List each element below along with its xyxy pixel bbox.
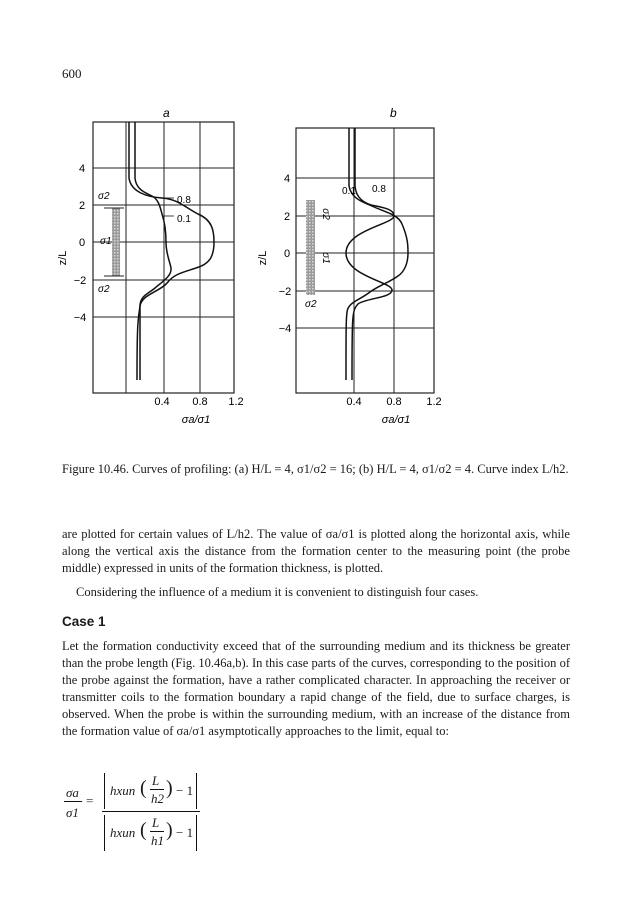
- eq-num-abs-left: [104, 773, 105, 809]
- panel-a-ytick-2: 2: [78, 200, 86, 212]
- panel-a-curve-label-01: 0.1: [177, 214, 191, 225]
- panel-b-xtick-04: 0.4: [346, 396, 362, 408]
- panel-a-ylabel: z/L: [57, 250, 69, 266]
- panel-a-xtick-08: 0.8: [192, 396, 208, 408]
- panel-b: [257, 106, 442, 426]
- eq-den-abs-left: [104, 815, 105, 851]
- panel-a-ytick-0: 0: [78, 237, 86, 249]
- eq-den-abs-right: [196, 815, 197, 851]
- eq-den-paren-left: (: [140, 819, 147, 841]
- eq-num-paren-right: ): [166, 777, 173, 799]
- figure-caption: Figure 10.46. Curves of profiling: (a) H/L = 4, σ1/σ2 = 16; (b) H/L = 4, σ1/σ2 = 4. Curve index L/h2.: [62, 462, 569, 476]
- panel-b-xlabel: σa/σ1: [381, 414, 411, 426]
- panel-a-ytick-4: 4: [78, 163, 86, 175]
- panel-b-curve-08: [346, 128, 394, 380]
- panel-b-ytick-2: 2: [283, 211, 291, 223]
- panel-b-ytick-m2: −2: [278, 286, 292, 298]
- panel-b-frame: [296, 128, 434, 393]
- page-number: 600: [62, 66, 82, 81]
- eq-num-paren-left: (: [140, 777, 147, 799]
- panel-b-label: b: [390, 106, 397, 120]
- eq-lhs-den: σ1: [66, 805, 79, 820]
- eq-den-paren-right: ): [166, 819, 173, 841]
- eq-num-fn: hxun: [110, 783, 136, 798]
- panel-a-layer-top: σ2: [98, 191, 110, 202]
- panel-a-curve-label-08: 0.8: [177, 195, 191, 206]
- panel-b-ytick-4: 4: [283, 173, 291, 185]
- panel-b-ytick-0: 0: [283, 248, 291, 260]
- paragraph-2: Considering the influence of a medium it is convenient to distinguish four cases.: [76, 585, 479, 599]
- eq-den-arg-den: h1: [151, 833, 164, 848]
- paragraph-1: are plotted for certain values of L/h2. The value of σa/σ1 is plotted along the horizontal axis, while along the vertical axis the distance from the formation center to the measuring point (the probe middle) expressed in units of the formation thickness, is plotted.: [62, 527, 570, 575]
- eq-num-abs-right: [196, 773, 197, 809]
- eq-den-arg-num: L: [152, 815, 160, 830]
- panel-b-formation-hatch: [306, 200, 315, 295]
- eq-lhs-bar: [64, 801, 82, 802]
- panel-b-curve-label-08: 0.8: [372, 184, 386, 195]
- eq-num-arg-bar: [150, 789, 164, 790]
- panel-b-ylabel: z/L: [257, 250, 269, 266]
- panel-b-xtick-08: 0.8: [386, 396, 402, 408]
- case-heading: Case 1: [62, 614, 106, 629]
- panel-b-xtick-12: 1.2: [426, 396, 442, 408]
- panel-a-xtick-12: 1.2: [228, 396, 244, 408]
- panel-b-layer-mid: σ1: [320, 252, 331, 264]
- panel-a-layer-bottom: σ2: [98, 284, 110, 295]
- eq-den-fn: hxun: [110, 825, 136, 840]
- eq-num-arg-num: L: [152, 773, 160, 788]
- eq-main-bar: [102, 811, 200, 812]
- panel-a-ytick-m4: −4: [73, 312, 87, 324]
- eq-den-arg-bar: [150, 831, 164, 832]
- panel-b-ytick-m4: −4: [278, 323, 292, 335]
- panel-a-curve-01: [129, 122, 214, 380]
- panel-a: [57, 106, 244, 426]
- figure-svg: [0, 0, 622, 440]
- panel-a-xlabel: σa/σ1: [181, 414, 211, 426]
- panel-a-curve-08: [135, 122, 171, 380]
- equation: [62, 775, 222, 855]
- paragraph-3: Let the formation conductivity exceed that of the surrounding medium and its thickness be greater than the probe length (Fig. 10.46a,b). In this case parts of the curves, corresponding to the position of the probe against the formation, have a rather complicated character. In approaching the receiver or transmitter coils to the formation boundary a rapid change of the field, due to surface charges, is observed. When the probe is within the surrounding medium, with an increase of the distance from the formation value of σa/σ1 asymptotically approaches to the limit, equal to:: [62, 639, 570, 738]
- panel-a-xtick-04: 0.4: [154, 396, 170, 408]
- eq-num-tail: − 1: [176, 783, 194, 798]
- panel-b-layer-top: σ2: [320, 208, 331, 220]
- eq-num-arg-den: h2: [151, 791, 164, 806]
- panel-a-formation-hatch: [112, 208, 120, 276]
- panel-b-layer-bottom: σ2: [305, 299, 317, 310]
- panel-a-label: a: [163, 106, 170, 120]
- eq-equals: =: [86, 793, 94, 808]
- eq-lhs-num: σa: [66, 785, 79, 800]
- figure-10-46: [0, 0, 622, 440]
- panel-a-layer-mid: σ1: [100, 236, 112, 247]
- panel-b-curve-label-01: 0.1: [342, 186, 356, 197]
- panel-a-ytick-m2: −2: [73, 275, 87, 287]
- eq-den-tail: − 1: [176, 825, 194, 840]
